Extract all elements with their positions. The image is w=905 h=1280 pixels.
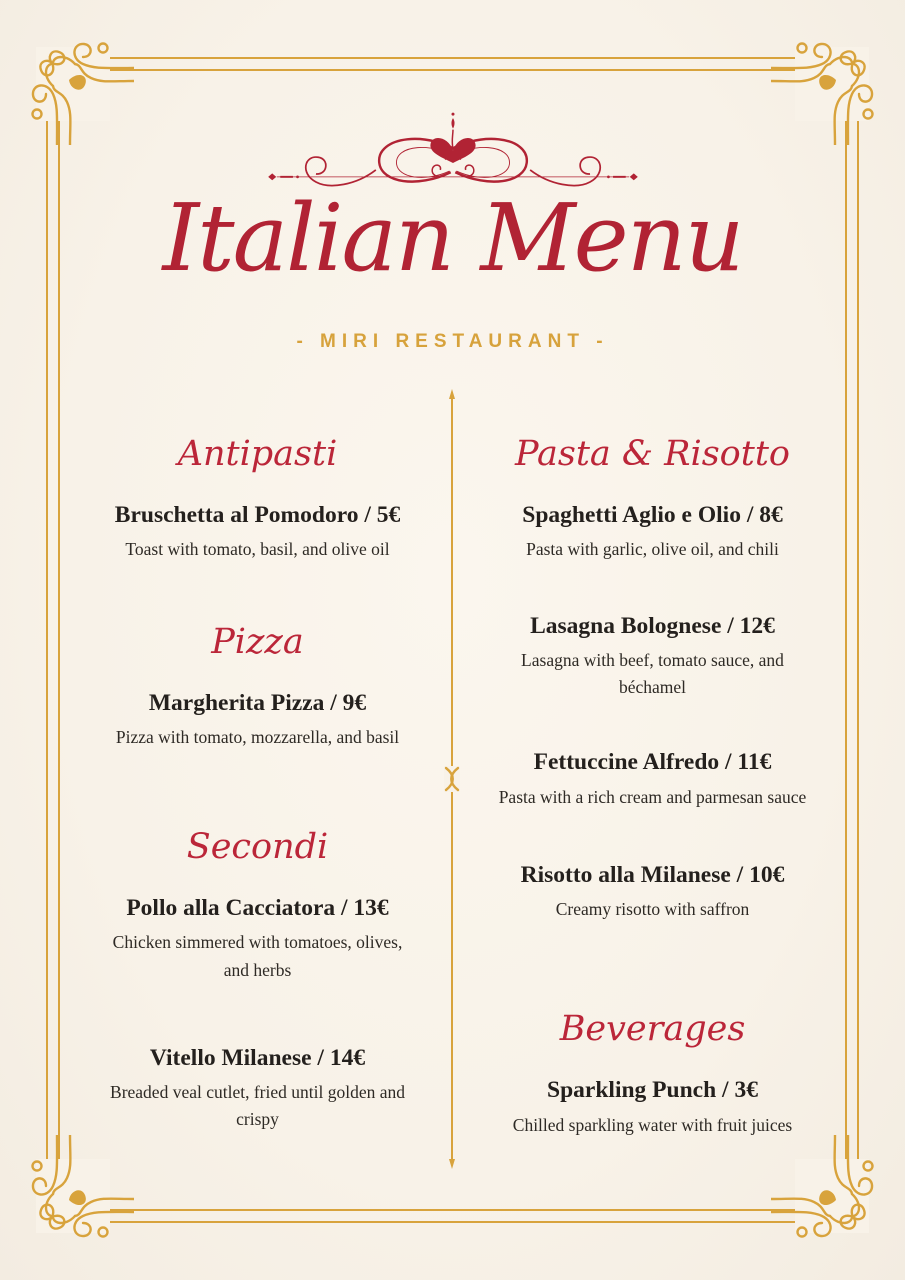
menu-item-title: Lasagna Bolognese / 12€	[530, 612, 775, 639]
menu-item-description: Pizza with tomato, mozzarella, and basil	[115, 726, 400, 747]
menu-column-left	[85, 430, 430, 1133]
section-heading: Pizza	[211, 621, 304, 662]
section-heading: Secondi	[186, 827, 329, 867]
divider-knot-icon	[444, 766, 460, 792]
menu-item	[480, 608, 825, 702]
menu-title: Italian Menu	[162, 184, 743, 292]
menu-item-title: Margherita Pizza / 9€	[148, 689, 367, 716]
corner-flourish-bottom-right-icon	[771, 1135, 889, 1253]
menu-column-right	[480, 430, 825, 1139]
menu-item-description: Chicken simmered with tomatoes, olives, and herbs	[112, 932, 403, 980]
menu-section-beverages	[480, 1005, 825, 1139]
restaurant-name: - MIRI RESTAURANT -	[296, 331, 609, 352]
menu-item-title: Pollo alla Cacciatora / 13€	[126, 895, 389, 921]
menu-item	[480, 497, 825, 564]
menu-item-description: Creamy risotto with saffron	[555, 899, 750, 919]
menu-item	[85, 497, 430, 564]
menu-item	[480, 744, 825, 811]
menu-item-description: Chilled sparkling water with fruit juices	[512, 1114, 793, 1135]
menu-item	[85, 685, 430, 752]
menu-item-title: Risotto alla Milanese / 10€	[520, 861, 785, 888]
menu-item-title: Fettuccine Alfredo / 11€	[533, 749, 772, 776]
corner-flourish-bottom-left-icon	[16, 1135, 134, 1253]
menu-item-title: Bruschetta al Pomodoro / 5€	[114, 502, 401, 528]
menu-item-title: Spaghetti Aglio e Olio / 8€	[522, 502, 783, 528]
menu-item	[85, 890, 430, 984]
menu-item-description: Pasta with a rich cream and parmesan sauce	[498, 786, 807, 807]
menu-item-description: Pasta with garlic, olive oil, and chili	[526, 539, 779, 560]
corner-flourish-top-left-icon	[16, 27, 134, 145]
menu-item	[85, 1040, 430, 1134]
menu-section-pizza	[85, 618, 430, 752]
menu-item-description: Breaded veal cutlet, fried until golden and crispy	[110, 1082, 405, 1130]
section-heading: Pasta & Risotto	[515, 434, 790, 474]
corner-flourish-top-right-icon	[771, 27, 889, 145]
menu-section-secondi	[85, 823, 430, 1133]
section-heading: Antipasti	[177, 434, 338, 474]
menu-item-description: Toast with tomato, basil, and olive oil	[125, 539, 390, 560]
menu-item	[480, 857, 825, 924]
menu-item-description: Lasagna with beef, tomato sauce, and béchamel	[521, 649, 784, 697]
menu-section-antipasti	[85, 430, 430, 564]
menu-item	[480, 1072, 825, 1139]
menu-section-pasta-risotto	[480, 430, 825, 923]
section-heading: Beverages	[559, 1009, 746, 1050]
menu-item-title: Sparkling Punch / 3€	[547, 1077, 758, 1104]
menu-item-title: Vitello Milanese / 14€	[149, 1044, 366, 1071]
